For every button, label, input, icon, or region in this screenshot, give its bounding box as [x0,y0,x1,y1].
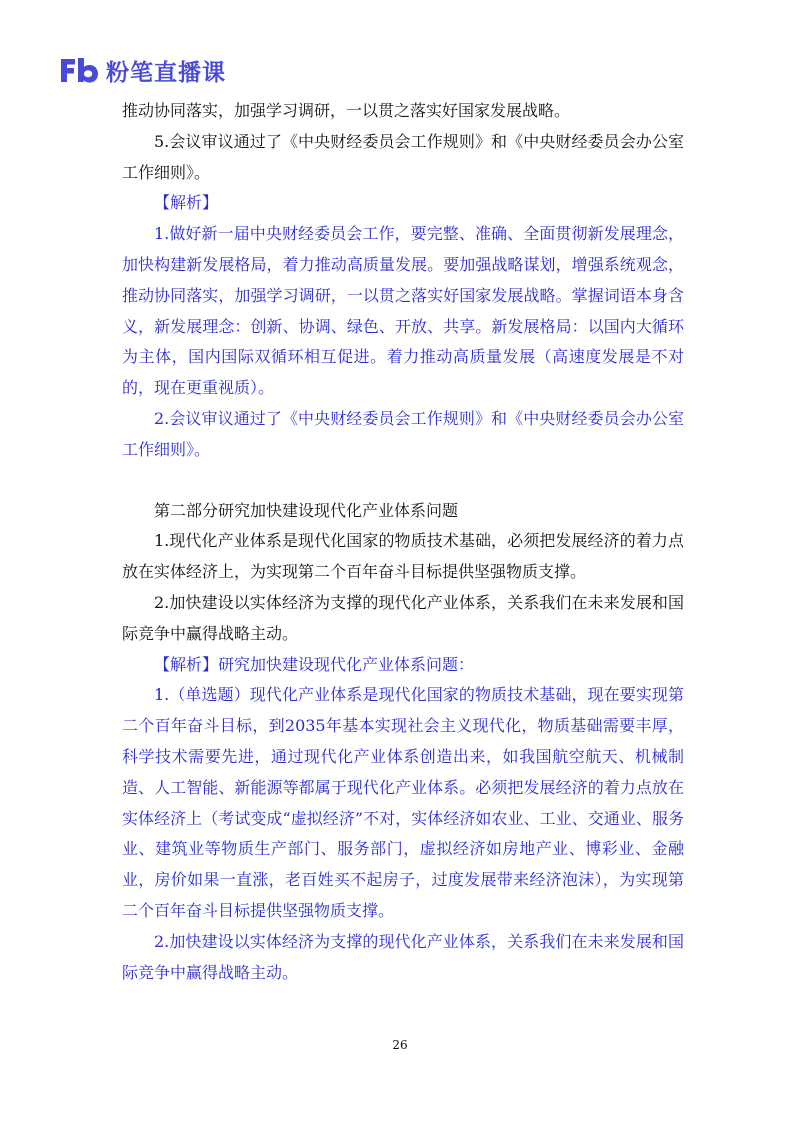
fenbi-logo-icon [58,55,100,85]
body-paragraph: 1.现代化产业体系是现代化国家的物质技术基础，必须把发展经济的着力点放在实体经济上，为实现第二个百年奋斗目标提供坚强物质支撑。 [122,531,684,582]
body-paragraph: 2.加快建设以实体经济为支撑的现代化产业体系，关系我们在未来发展和国际竞争中赢得战略主动。 [122,592,684,643]
section-gap [122,466,684,496]
analysis-paragraph: 2.会议审议通过了《中央财经委员会工作规则》和《中央财经委员会办公室工作细则》。 [122,408,684,459]
page-number: 26 [392,1038,408,1052]
body-paragraph: 推动协同落实，加强学习调研，一以贯之落实好国家发展战略。 [122,101,571,120]
analysis-heading: 【解析】 [154,193,219,213]
analysis-paragraph: 1.（单选题）现代化产业体系是现代化国家的物质技术基础，现在要实现第二个百年奋斗目标，到2035年基本实现社会主义现代化，物质基础需要丰厚，科学技术需要先进，通过现代化产业体系创造出来，如我国航空航天、机械制造、人工智能、新能源等都属于现代化产业体系。必须把发展经济的着力点放在实体经济上（考试变成“虚拟经济”不对，实体经济如农业、工业、交通业、服务业、建筑业等物质生产部门、服务部门，虚拟经济如房地产业、博彩业、金融业，房价如果一直涨，老百姓买不起房子，过度发展带来经济泡沫），为实现第二个百年奋斗目标提供坚强物质支撑。 [122,685,684,920]
body-paragraph: 5.会议审议通过了《中央财经委员会工作规则》和《中央财经委员会办公室工作细则》。 [122,131,684,182]
document-body [122,96,684,988]
analysis-paragraph: 1.做好新一届中央财经委员会工作，要完整、准确、全面贯彻新发展理念，加快构建新发展格局，着力推动高质量发展。要加强战略谋划，增强系统观念，推动协同落实，加强学习调研，一以贯之落实好国家发展战略。掌握词语本身含义，新发展理念：创新、协调、绿色、开放、共享。新发展格局：以国内大循环为主体，国内国际双循环相互促进。着力推动高质量发展（高速度发展是不对的，现在更重视质）。 [122,224,684,398]
analysis-heading: 【解析】研究加快建设现代化产业体系问题： [154,654,475,674]
section-heading: 第二部分研究加快建设现代化产业体系问题 [154,500,459,520]
brand-name: 粉笔直播课 [106,59,226,86]
page-header [58,52,226,88]
analysis-paragraph: 2.加快建设以实体经济为支撑的现代化产业体系，关系我们在未来发展和国际竞争中赢得战略主动。 [122,931,684,982]
